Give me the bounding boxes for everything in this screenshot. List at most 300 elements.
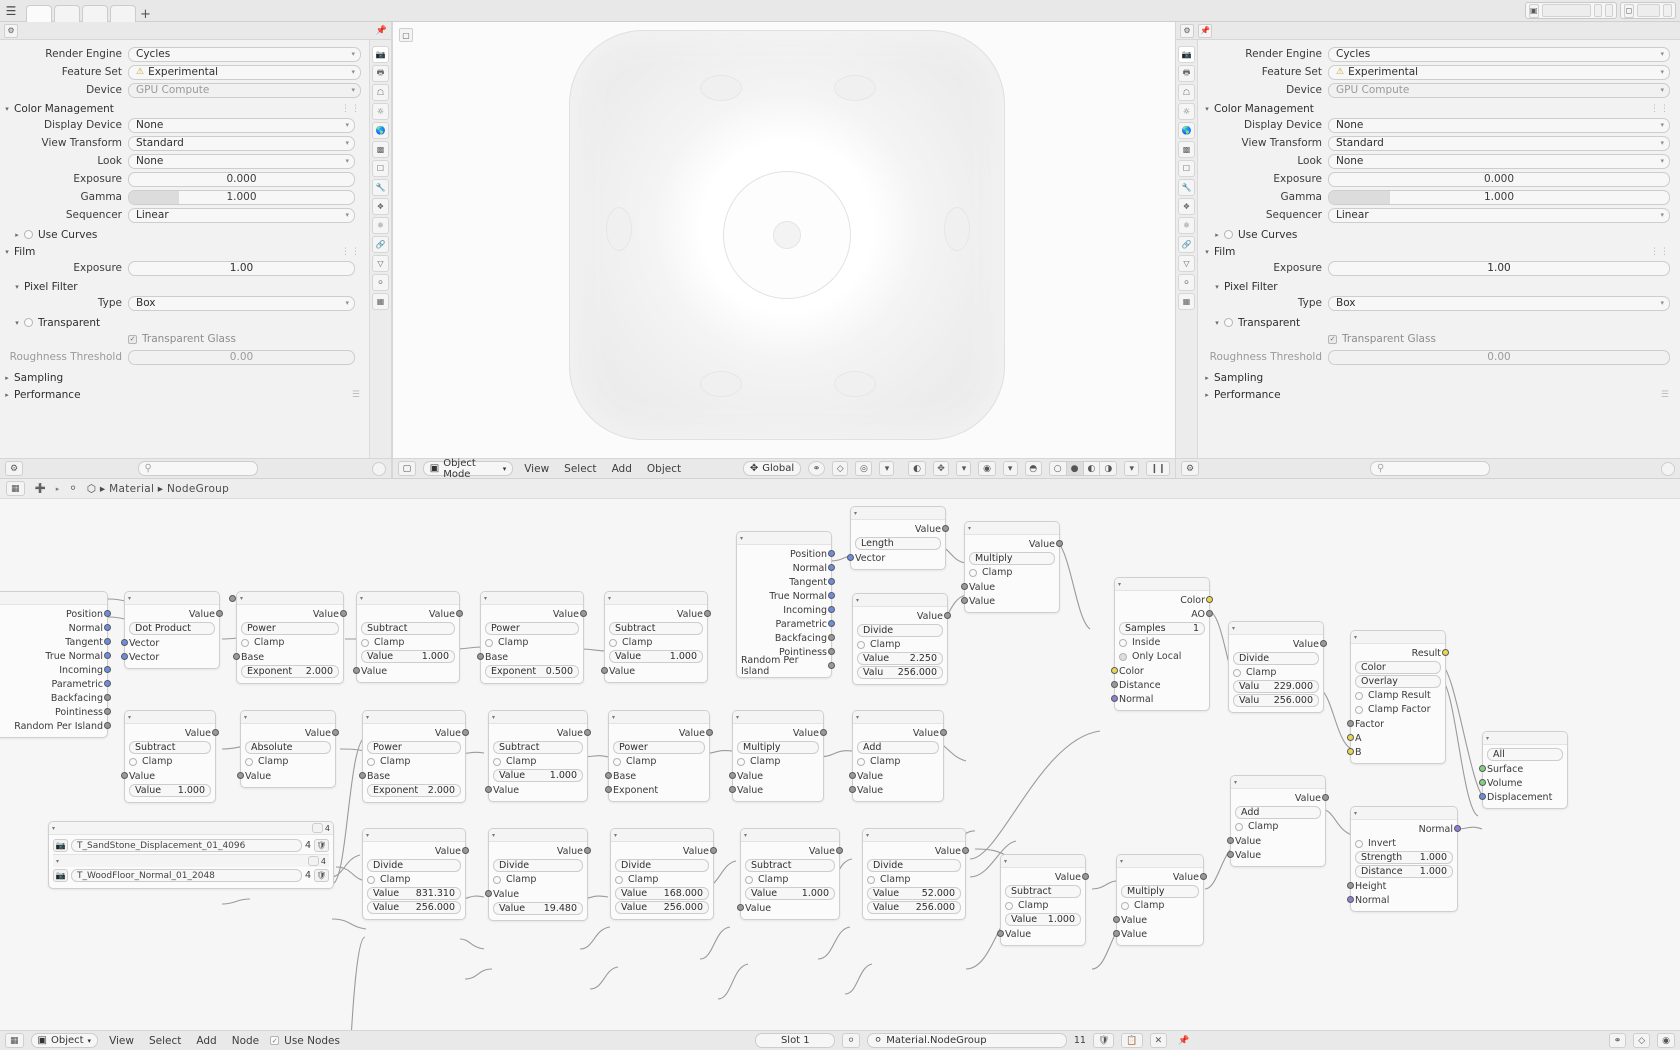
add-icon[interactable]: ➕ xyxy=(34,483,46,494)
search-input[interactable] xyxy=(138,461,258,476)
node-header[interactable] xyxy=(851,507,945,520)
node-header[interactable] xyxy=(489,829,587,842)
editor-type-icon[interactable]: ▢ xyxy=(399,28,413,42)
roughness-threshold-field[interactable] xyxy=(1328,350,1670,365)
transparent-checkbox[interactable] xyxy=(1224,318,1233,327)
snap-settings-icon[interactable]: ◇ xyxy=(832,461,848,476)
clamp-toggle[interactable]: Clamp xyxy=(1235,820,1321,833)
value-field[interactable]: Value 1.000 xyxy=(609,650,703,663)
node-header[interactable] xyxy=(733,711,823,724)
output-socket[interactable] xyxy=(1206,596,1213,603)
input-socket[interactable] xyxy=(353,667,360,674)
operation-dropdown[interactable]: Subtract xyxy=(361,622,455,635)
tab-material-icon[interactable]: ⚪ xyxy=(372,274,389,291)
value-field[interactable]: Value 52.000 xyxy=(867,887,961,900)
tab-view-layer-icon[interactable]: ☖ xyxy=(1178,84,1195,101)
snap-icon[interactable]: ⚭ xyxy=(808,461,825,476)
tab-collection-icon[interactable]: ▩ xyxy=(1178,141,1195,158)
film-exposure-field[interactable] xyxy=(128,261,355,276)
distance-field[interactable]: Distance 1.000 xyxy=(1355,865,1453,878)
render-engine-dropdown[interactable] xyxy=(1328,47,1670,62)
operation-dropdown[interactable]: Power xyxy=(485,622,579,635)
input-socket[interactable] xyxy=(1111,667,1118,674)
tab-physics-icon[interactable]: ⚛ xyxy=(1178,217,1195,234)
input-socket[interactable] xyxy=(961,597,968,604)
node-header[interactable] xyxy=(49,822,333,835)
pin-icon[interactable]: 📌 xyxy=(1178,1035,1190,1046)
new-scene-icon[interactable] xyxy=(1605,4,1613,17)
overlay-dropdown-icon[interactable]: ▾ xyxy=(1003,461,1018,476)
performance-section[interactable] xyxy=(1200,386,1670,403)
clamp-toggle[interactable]: Clamp xyxy=(737,755,819,768)
operation-dropdown[interactable]: Absolute xyxy=(245,741,331,754)
output-socket[interactable] xyxy=(1206,610,1213,617)
output-socket[interactable] xyxy=(828,620,835,627)
display-device-dropdown[interactable] xyxy=(128,118,355,133)
operation-dropdown[interactable]: Divide xyxy=(493,859,583,872)
shield-icon[interactable]: 🛡 xyxy=(314,869,329,882)
node-header[interactable] xyxy=(0,592,107,605)
input-socket[interactable] xyxy=(1111,681,1118,688)
node-header[interactable] xyxy=(1483,732,1567,745)
snap-settings-icon[interactable]: ◇ xyxy=(1633,1033,1650,1048)
input-socket[interactable] xyxy=(1347,720,1354,727)
clamp-toggle[interactable]: Clamp xyxy=(745,873,835,886)
view-transform-dropdown[interactable] xyxy=(128,136,355,151)
shading-wireframe-icon[interactable]: ○ xyxy=(1049,461,1067,476)
node-header[interactable] xyxy=(1117,855,1203,868)
operation-dropdown[interactable]: Divide xyxy=(857,624,943,637)
node-header[interactable] xyxy=(1231,776,1325,789)
output-socket[interactable] xyxy=(462,847,469,854)
overlay-icon[interactable]: ◉ xyxy=(978,461,995,476)
operation-dropdown[interactable]: Divide xyxy=(367,859,461,872)
node-header[interactable] xyxy=(853,594,947,607)
material-icon[interactable]: ⚪ xyxy=(842,1033,860,1048)
operation-dropdown[interactable]: Power xyxy=(613,741,705,754)
node-header[interactable] xyxy=(863,829,965,842)
operation-dropdown[interactable]: Subtract xyxy=(129,741,211,754)
input-socket[interactable] xyxy=(961,583,968,590)
shading-rendered-icon[interactable]: ◑ xyxy=(1100,461,1117,476)
shading-dropdown-icon[interactable]: ▾ xyxy=(1124,461,1139,476)
menu-view[interactable]: View xyxy=(524,462,550,475)
samples-field[interactable]: Samples 1 xyxy=(1119,622,1205,635)
view-transform-dropdown[interactable] xyxy=(1328,136,1670,151)
node-header[interactable] xyxy=(357,592,459,605)
clamp-toggle[interactable]: Clamp xyxy=(367,755,461,768)
pin-icon[interactable]: 📌 xyxy=(375,25,387,36)
output-socket[interactable] xyxy=(962,847,969,854)
output-socket[interactable] xyxy=(828,634,835,641)
output-socket[interactable] xyxy=(828,662,835,669)
output-socket[interactable] xyxy=(104,694,111,701)
clamp-toggle[interactable]: Clamp xyxy=(485,636,579,649)
value-field[interactable]: Value 1.000 xyxy=(1005,913,1081,926)
shield-icon[interactable]: 🛡 xyxy=(314,839,329,852)
operation-dropdown[interactable]: Add xyxy=(1235,806,1321,819)
clamp-toggle[interactable]: Clamp xyxy=(493,755,583,768)
hamburger-icon[interactable]: ☰ xyxy=(5,3,17,18)
output-socket[interactable] xyxy=(216,610,223,617)
output-socket[interactable] xyxy=(104,638,111,645)
tab-particles-icon[interactable]: ❖ xyxy=(1178,198,1195,215)
menu-object[interactable]: Object xyxy=(646,462,682,475)
output-socket[interactable] xyxy=(1322,794,1329,801)
operation-dropdown[interactable]: Add xyxy=(857,741,939,754)
use-nodes-toggle[interactable] xyxy=(270,1033,340,1049)
shader-type-selector[interactable] xyxy=(31,1033,99,1048)
search-input[interactable] xyxy=(1370,461,1490,476)
image1-name[interactable]: T_SandStone_Displacement_01_4096 xyxy=(71,839,302,852)
output-socket[interactable] xyxy=(1442,649,1449,656)
tab-world-icon[interactable]: 🌎 xyxy=(372,122,389,139)
node-geometry-1[interactable] xyxy=(0,591,108,738)
workspace-tab-4[interactable] xyxy=(110,5,136,22)
pixel-filter-section[interactable] xyxy=(0,278,361,295)
output-socket[interactable] xyxy=(1200,873,1207,880)
node-header[interactable] xyxy=(609,711,709,724)
tab-object-icon[interactable]: ☐ xyxy=(372,160,389,177)
gizmo-dropdown-icon[interactable]: ▾ xyxy=(956,461,971,476)
operation-dropdown[interactable]: Subtract xyxy=(745,859,835,872)
view-layer-name-field[interactable] xyxy=(1637,4,1660,17)
render-engine-dropdown[interactable] xyxy=(128,47,361,62)
input-socket[interactable] xyxy=(729,786,736,793)
node-geometry-2[interactable] xyxy=(736,531,832,678)
input-socket[interactable] xyxy=(485,786,492,793)
node-subtract-2[interactable] xyxy=(604,591,708,683)
node-canvas[interactable] xyxy=(0,499,1680,1030)
clamp-toggle[interactable]: Clamp xyxy=(615,873,709,886)
new-view-layer-icon[interactable] xyxy=(1663,4,1672,17)
input-socket[interactable] xyxy=(605,786,612,793)
editor-type-icon[interactable]: ▦ xyxy=(5,1033,24,1048)
strength-field[interactable]: Strength 1.000 xyxy=(1355,851,1453,864)
output-socket[interactable] xyxy=(332,729,339,736)
clamp-toggle[interactable]: Clamp xyxy=(609,636,703,649)
tab-scene-icon[interactable]: ☼ xyxy=(372,103,389,120)
node-divide-52[interactable] xyxy=(862,828,966,920)
output-socket[interactable] xyxy=(1320,640,1327,647)
value-field[interactable]: Value 831.310 xyxy=(367,887,461,900)
editor-type-icon[interactable]: ⚙ xyxy=(5,461,23,476)
browse-scene-icon[interactable] xyxy=(1594,4,1602,17)
value-field[interactable]: Valu 256.000 xyxy=(1233,694,1319,707)
node-subtract-5[interactable] xyxy=(740,828,840,920)
output-socket[interactable] xyxy=(340,610,347,617)
input-socket[interactable] xyxy=(121,639,128,646)
node-power-1[interactable] xyxy=(236,591,344,684)
shading-solid-icon[interactable]: ● xyxy=(1067,461,1084,476)
clamp-toggle[interactable]: Clamp xyxy=(129,755,211,768)
node-header[interactable] xyxy=(1229,622,1323,635)
node-subtract-6[interactable] xyxy=(1000,854,1086,946)
node-divide-19[interactable] xyxy=(488,828,588,921)
clamp-toggle[interactable]: Clamp xyxy=(969,566,1055,579)
output-socket[interactable] xyxy=(1454,825,1461,832)
tab-texture-icon[interactable]: ▦ xyxy=(1178,293,1195,310)
node-header[interactable] xyxy=(489,711,587,724)
device-dropdown[interactable] xyxy=(128,83,361,98)
feature-set-dropdown[interactable] xyxy=(128,65,361,80)
options-icon[interactable] xyxy=(372,462,386,476)
node-header[interactable] xyxy=(605,592,707,605)
output-socket[interactable] xyxy=(104,652,111,659)
workspace-tab-1[interactable] xyxy=(26,5,52,22)
tab-data-icon[interactable]: ▽ xyxy=(1178,255,1195,272)
gamma-slider[interactable] xyxy=(1328,190,1670,205)
node-power-3[interactable] xyxy=(362,710,466,803)
node-header[interactable] xyxy=(1351,631,1445,644)
use-curves-section[interactable] xyxy=(1200,226,1670,243)
menu-add[interactable]: Add xyxy=(611,462,632,475)
tab-render-icon[interactable]: 📷 xyxy=(1178,46,1195,63)
transparent-section[interactable] xyxy=(0,314,361,331)
tab-material-icon[interactable]: ⚪ xyxy=(1178,274,1195,291)
operation-dropdown[interactable]: Divide xyxy=(867,859,961,872)
input-socket[interactable] xyxy=(1479,765,1486,772)
node-header[interactable] xyxy=(363,711,465,724)
node-multiply-mid[interactable] xyxy=(732,710,824,802)
output-socket[interactable] xyxy=(828,564,835,571)
output-socket[interactable] xyxy=(584,729,591,736)
output-socket[interactable] xyxy=(584,847,591,854)
editor-type-icon[interactable]: ▢ xyxy=(398,461,416,476)
node-power-2[interactable] xyxy=(480,591,584,684)
node-add-right[interactable] xyxy=(1230,775,1326,867)
node-group-output[interactable] xyxy=(1482,731,1568,809)
scene-selector[interactable] xyxy=(1525,2,1617,19)
operation-dropdown[interactable]: Dot Product xyxy=(129,622,215,635)
output-socket[interactable] xyxy=(828,550,835,557)
sampling-section[interactable] xyxy=(0,369,361,386)
input-socket[interactable] xyxy=(1111,695,1118,702)
exponent-field[interactable]: Exponent 0.500 xyxy=(485,665,579,678)
node-header[interactable] xyxy=(125,711,215,724)
use-curves-checkbox[interactable] xyxy=(1224,230,1233,239)
menu-node[interactable]: Node xyxy=(231,1034,260,1047)
output-socket[interactable] xyxy=(212,729,219,736)
node-header[interactable] xyxy=(241,711,335,724)
visibility-icon[interactable]: ◐ xyxy=(908,461,925,476)
input-socket[interactable] xyxy=(485,890,492,897)
input-socket[interactable] xyxy=(849,772,856,779)
output-socket[interactable] xyxy=(828,648,835,655)
tab-data-icon[interactable]: ▽ xyxy=(372,255,389,272)
operation-dropdown[interactable]: Length xyxy=(855,537,941,550)
output-socket[interactable] xyxy=(706,729,713,736)
node-image-texture-group[interactable] xyxy=(48,821,334,889)
clamp-factor-toggle[interactable]: Clamp Factor xyxy=(1355,703,1441,716)
exposure-slider[interactable] xyxy=(1328,172,1670,187)
editor-type-icon[interactable]: ⚙ xyxy=(4,24,18,38)
sequencer-dropdown[interactable] xyxy=(128,208,355,223)
output-socket[interactable] xyxy=(836,847,843,854)
node-multiply-bottom[interactable] xyxy=(1116,854,1204,946)
tab-object-icon[interactable]: ☐ xyxy=(1178,160,1195,177)
workspace-tab-2[interactable] xyxy=(54,5,80,22)
input-socket[interactable] xyxy=(237,772,244,779)
clamp-toggle[interactable]: Clamp xyxy=(857,638,943,651)
node-header[interactable] xyxy=(741,829,839,842)
node-header[interactable] xyxy=(363,829,465,842)
node-add-mid[interactable] xyxy=(852,710,944,802)
value-field[interactable]: Value 1.000 xyxy=(129,784,211,797)
input-socket[interactable] xyxy=(849,786,856,793)
menu-select[interactable]: Select xyxy=(148,1034,182,1047)
add-workspace-button[interactable]: + xyxy=(140,6,151,22)
node-ambient-occlusion[interactable] xyxy=(1114,577,1210,711)
sampling-section[interactable] xyxy=(1200,369,1670,386)
node-header-2[interactable] xyxy=(53,854,329,867)
output-socket[interactable] xyxy=(580,610,587,617)
node-header[interactable] xyxy=(737,532,831,545)
display-device-dropdown[interactable] xyxy=(1328,118,1670,133)
input-socket[interactable] xyxy=(737,904,744,911)
input-socket[interactable] xyxy=(233,653,240,660)
node-dot-product[interactable] xyxy=(124,591,220,669)
node-header[interactable] xyxy=(125,592,219,605)
transform-orientation-selector[interactable] xyxy=(743,461,801,476)
material-name-field[interactable] xyxy=(867,1033,1067,1048)
tab-scene-icon[interactable]: ☼ xyxy=(1178,103,1195,120)
operation-dropdown[interactable]: Subtract xyxy=(493,741,583,754)
film-section[interactable] xyxy=(1200,243,1670,260)
input-socket[interactable] xyxy=(997,930,1004,937)
workspace-tab-3[interactable] xyxy=(82,5,108,22)
xray-icon[interactable]: ◓ xyxy=(1025,461,1042,476)
data-type-dropdown[interactable]: Color xyxy=(1355,661,1441,674)
output-socket[interactable] xyxy=(1056,540,1063,547)
gamma-slider[interactable] xyxy=(128,190,355,205)
node-divide-831[interactable] xyxy=(362,828,466,920)
proportional-falloff-icon[interactable]: ▾ xyxy=(879,461,894,476)
operation-dropdown[interactable]: Multiply xyxy=(969,552,1055,565)
clamp-toggle[interactable]: Clamp xyxy=(867,873,961,886)
output-socket[interactable] xyxy=(104,666,111,673)
input-socket[interactable] xyxy=(1227,851,1234,858)
sequencer-dropdown[interactable] xyxy=(1328,208,1670,223)
exponent-field[interactable]: Exponent 2.000 xyxy=(241,665,339,678)
operation-dropdown[interactable]: Divide xyxy=(1233,652,1319,665)
input-socket[interactable] xyxy=(229,595,236,602)
output-socket[interactable] xyxy=(704,610,711,617)
output-socket[interactable] xyxy=(820,729,827,736)
tab-modifiers-icon[interactable]: 🔧 xyxy=(1178,179,1195,196)
node-power-4[interactable] xyxy=(608,710,710,802)
clamp-toggle[interactable]: Clamp xyxy=(367,873,461,886)
value-field[interactable]: Value 256.000 xyxy=(615,901,709,914)
tab-render-icon[interactable]: 📷 xyxy=(372,46,389,63)
value-field[interactable]: Value 1.000 xyxy=(493,769,583,782)
operation-dropdown[interactable]: Power xyxy=(241,622,339,635)
output-socket[interactable] xyxy=(104,624,111,631)
tab-world-icon[interactable]: 🌎 xyxy=(1178,122,1195,139)
output-socket[interactable] xyxy=(828,606,835,613)
tab-constraints-icon[interactable]: 🔗 xyxy=(372,236,389,253)
pixel-filter-type-dropdown[interactable] xyxy=(128,296,355,311)
clamp-toggle[interactable]: Clamp xyxy=(857,755,939,768)
clamp-toggle[interactable]: Clamp xyxy=(245,755,331,768)
output-socket[interactable] xyxy=(462,729,469,736)
node-subtract-1[interactable] xyxy=(356,591,460,683)
node-subtract-3[interactable] xyxy=(124,710,216,803)
output-socket[interactable] xyxy=(828,592,835,599)
tab-particles-icon[interactable]: ❖ xyxy=(372,198,389,215)
input-socket[interactable] xyxy=(1479,779,1486,786)
operation-dropdown[interactable]: Subtract xyxy=(1005,885,1081,898)
input-socket[interactable] xyxy=(477,653,484,660)
color-management-section[interactable] xyxy=(1200,100,1670,117)
snap-icon[interactable]: ⚭ xyxy=(1609,1033,1627,1048)
value-field[interactable]: Value 168.000 xyxy=(615,887,709,900)
value-field[interactable]: Value 19.480 xyxy=(493,902,583,915)
use-curves-section[interactable] xyxy=(0,226,361,243)
node-divide-168[interactable] xyxy=(610,828,714,920)
film-exposure-field[interactable] xyxy=(1328,261,1670,276)
feature-set-dropdown[interactable] xyxy=(1328,65,1670,80)
performance-section[interactable] xyxy=(0,386,361,403)
node-header[interactable] xyxy=(853,711,943,724)
copy-icon[interactable]: 📋 xyxy=(1121,1033,1142,1048)
output-socket[interactable] xyxy=(710,847,717,854)
input-socket[interactable] xyxy=(121,653,128,660)
node-length[interactable] xyxy=(850,506,946,570)
output-socket[interactable] xyxy=(456,610,463,617)
node-header[interactable] xyxy=(1001,855,1085,868)
output-socket[interactable] xyxy=(944,612,951,619)
proportional-edit-icon[interactable]: ◎ xyxy=(855,461,872,476)
node-subtract-4[interactable] xyxy=(488,710,588,802)
clamp-toggle[interactable]: Clamp xyxy=(241,636,339,649)
clamp-toggle[interactable]: Clamp xyxy=(361,636,455,649)
output-socket[interactable] xyxy=(104,680,111,687)
input-socket[interactable] xyxy=(605,772,612,779)
menu-select[interactable]: Select xyxy=(564,462,597,475)
output-socket[interactable] xyxy=(942,525,949,532)
options-icon[interactable] xyxy=(1661,462,1675,476)
scene-name-field[interactable] xyxy=(1542,4,1591,17)
pixel-filter-section[interactable] xyxy=(1200,278,1670,295)
value-field[interactable]: Value 2.250 xyxy=(857,652,943,665)
shield-icon[interactable]: 🛡 xyxy=(1093,1033,1114,1048)
editor-type-icon[interactable]: ⚙ xyxy=(1180,24,1194,38)
inside-toggle[interactable]: Inside xyxy=(1119,636,1205,649)
node-header[interactable] xyxy=(481,592,583,605)
value-field[interactable]: Value 256.000 xyxy=(867,901,961,914)
value-field[interactable]: Valu 256.000 xyxy=(857,666,943,679)
film-section[interactable] xyxy=(0,243,361,260)
output-socket[interactable] xyxy=(1082,873,1089,880)
node-header[interactable] xyxy=(1351,807,1457,820)
gizmo-icon[interactable]: ✥ xyxy=(933,461,950,476)
use-curves-checkbox[interactable] xyxy=(24,230,33,239)
input-socket[interactable] xyxy=(1347,734,1354,741)
node-divide-229[interactable] xyxy=(1228,621,1324,713)
tab-constraints-icon[interactable]: 🔗 xyxy=(1178,236,1195,253)
shading-material-icon[interactable]: ◐ xyxy=(1084,461,1101,476)
input-socket[interactable] xyxy=(847,554,854,561)
output-socket[interactable] xyxy=(104,708,111,715)
image2-name[interactable]: T_WoodFloor_Normal_01_2048 xyxy=(71,869,302,882)
input-socket[interactable] xyxy=(121,772,128,779)
transparent-section[interactable] xyxy=(1200,314,1670,331)
node-header[interactable] xyxy=(965,522,1059,535)
node-header[interactable] xyxy=(611,829,713,842)
input-socket[interactable] xyxy=(1347,748,1354,755)
input-socket[interactable] xyxy=(1347,896,1354,903)
